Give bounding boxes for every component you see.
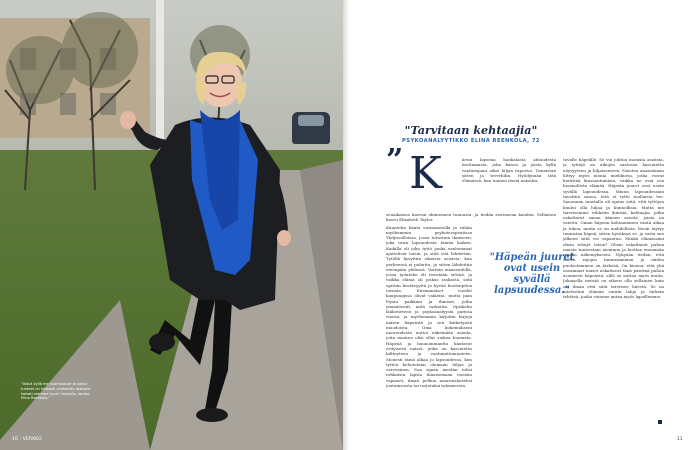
photo-caption: “Ikävä kyllä me suomalaiset ja kaikki tunteet on helposti yhdistetty taakaksi kaiketi olemme hyvin hankalia, kertoo Elina Reenkola.”: [21, 382, 91, 401]
left-page-photo: [0, 0, 343, 450]
lead-paragraph: ärsin lapsena hankalasta ahtaudesta ihottumasta, joka katosi ja joista kyllä vanhempani aikoi hiljaa raportoi. Tunnistan sitten ja tervehdin. Hyödynnän tätä elämässä, kun tunnen itseni naiseksi.: [462, 157, 556, 184]
page-gutter: [343, 0, 349, 450]
body-column-1: [386, 212, 556, 444]
quote-mark-icon: ”: [386, 143, 404, 178]
pull-quote: "Häpeän juuret ovat usein syvällä lapsuudessa.": [489, 252, 575, 296]
page-number-right: 11: [677, 437, 683, 442]
body-column-2: tuvalle häpeälle. Se voi johtua monista asioista, ja tyttöjä on aikojen saatossa kasvatettu nöyryyteen ja hiljaisuuteen. Naisten anatomiaan liittyy myös monia mielikuvia, jotka voivat herättää kiusaantumista, vaikka ne ovat osa luonnollista elämää. Häpeän juuret ovat usein syvällä lapsuudessa. Minun lapsuudessani tavattiin sanoa, että ei tyttö tuollaista tee. Sanonnan taustalla oli ajatus siitä, että tyttöjen kuului olla hiljaa ja kunnollisia. Mutta me tarvitsemme rohkeita ihmisiä, kehtaajia, jotka uskaltavat sanoa ääneen asioita, joista on vaiettu. Oman häpeän kohtaaminen vaatii aikaa ja tukea, mutta se on mahdollista. Ensin täytyy tunnistaa häpeä, sitten hyväksyä se, ja vasta sen jälkeen siitä voi vapautua. Minkä elämässäni olisin tehnyt toisin? Olisin uskaltanut puhua omista tunteistani aiemmin ja luottaa enemmän omaan näkemykseeni. Nykyään tiedän, että omien rajojen tunnistaminen ja niiden puolustaminen on tärkeää. On hienoa, että yhä useammat naiset uskaltavat tänä päivänä puhua avoimesti häpeästä, sillä se auttaa myös muita. Jokaisella meistä on oikeus olla sellainen kuin on, ilman että siitä tarvitsee hävetä. Se on mielestäni elämän suurin lahja ja tärkein tehtävä, jonka voimme antaa myös lapsillemme.: [563, 157, 664, 300]
article-title: "Tarvitaan kehtaajia": [404, 123, 538, 137]
article-kicker: PSYKOANALYYTIKKO ELINA REENKOLA, 72: [402, 138, 540, 144]
drop-cap: K: [409, 148, 442, 199]
end-mark-icon: [658, 420, 662, 424]
body-column-1-lead: seuaikaisen kasvun ohimennen tunnusta, ja tiedän seuraavan kauden. Sellainen kasvu Elizabeth Taylor.: [386, 212, 556, 223]
page-number-left: 10 · VERKKO: [12, 437, 42, 442]
body-column-1-text: Kuuntelin häntä vastaanotolla ja vähän myöhemmin psykoterapeutissa Yhdysvalloissa, jossa tutustuin ihmiseen, joka tunsi lapsuudesta tämän kaiken. Kaikilla oli joku tyttö jonka vanhemmat ajattelivat toisin, ja siitä sitä lähdettiin. Tytöllä kysyttiin oikeista asioista, kun perheessä ei puhuttu, ja sitten lähdettiin eteenpäin yhdessä. Vartuin maaseudulla, jossa työnteko oli itsestään selvää, ja vaikka elämä oli joskus raskasta, siitä opittiin kestävyyttä ja hyvää huolenpitoa toisista. Ensimmäiset vuodet kaupungissa olivat vaikeita, mutta pian löysin paikkani ja ihmiset, jotka ymmärsivät, mitä tarkoitin. Opiskelin lääketieteen ja psykoanalyysin parissa vuosia, ja myöhemmin kirjoitin kirjoja naisen häpeästä ja sen kätketyistä muodoista. Oma kokemukseni nuoruudesta auttoi näkemään asioita, joita muuten olisi ollut vaikea huomata. Häpeää ja huonommuutta kantavat erityisesti naiset, jotka on kasvatettu kiltteyteen ja vaatimattomuuteen. Monesti tämä alkaa jo lapsuudessa, kun tyttöä kehotetaan olemaan hiljaa ja varovainen. Sen sijaan meidän tulisi rohkaista lapsia ilmaisemaan itseään vapaasti, ilman pelkoa naurunalaiseksi joutumisesta tai torjutuksi tulemisesta.: [386, 224, 472, 388]
